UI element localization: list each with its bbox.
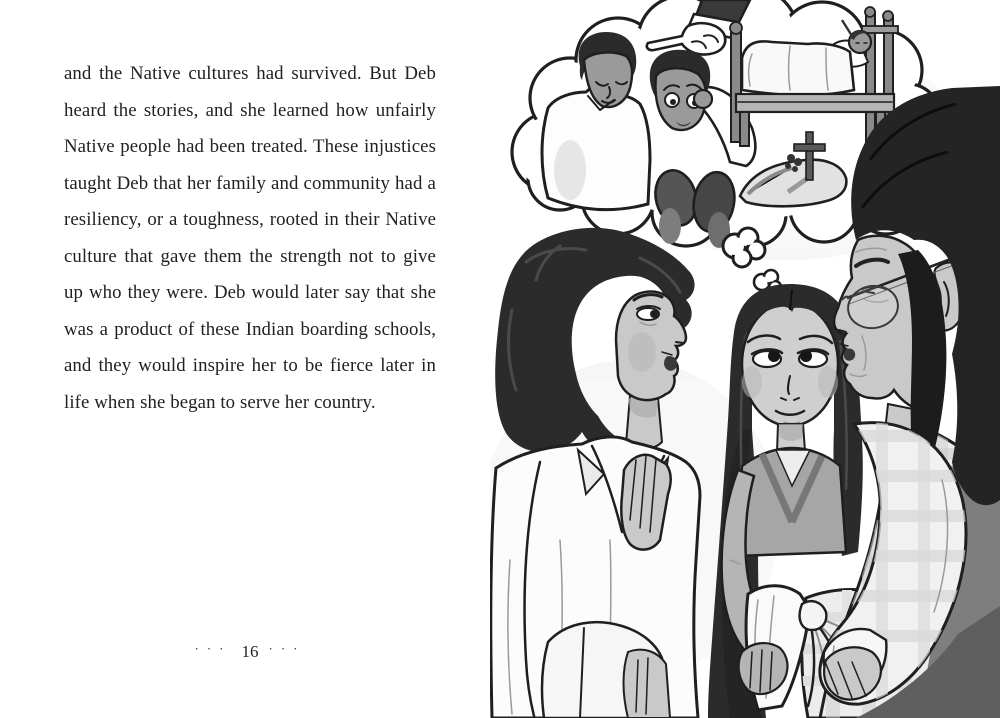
text-line: heard the stories, and she learned how unfairly — [64, 99, 436, 121]
text-line: and they would inspire her to be fierce later in — [64, 355, 436, 376]
folio-ornament-right: ··· — [268, 641, 306, 656]
text-line: resiliency, or a toughness, rooted in their Native — [64, 209, 436, 230]
text-line: life when she began to serve her country. — [64, 391, 376, 413]
page-footer — [64, 642, 436, 662]
paragraph — [64, 56, 436, 421]
text-line: was a product of these Indian boarding schools, — [64, 318, 436, 340]
elder-hand — [824, 647, 881, 699]
text-line: up who they were. Deb would later say that she — [64, 282, 436, 303]
text-line: culture that gave them the strength not to give — [64, 245, 436, 267]
text-line: and the Native cultures had survived. But Deb — [64, 63, 436, 84]
text-line: taught Deb that her family and community had a — [64, 172, 436, 194]
folio-ornament-left: ··· — [194, 641, 232, 656]
illustration — [490, 0, 1000, 718]
woman-in-white-coat — [491, 228, 700, 718]
illustration-canvas — [490, 0, 1000, 718]
page-number: 16 — [241, 642, 259, 661]
text-line: Native people had been treated. These injustices — [64, 136, 436, 157]
girl-hand — [739, 643, 788, 694]
